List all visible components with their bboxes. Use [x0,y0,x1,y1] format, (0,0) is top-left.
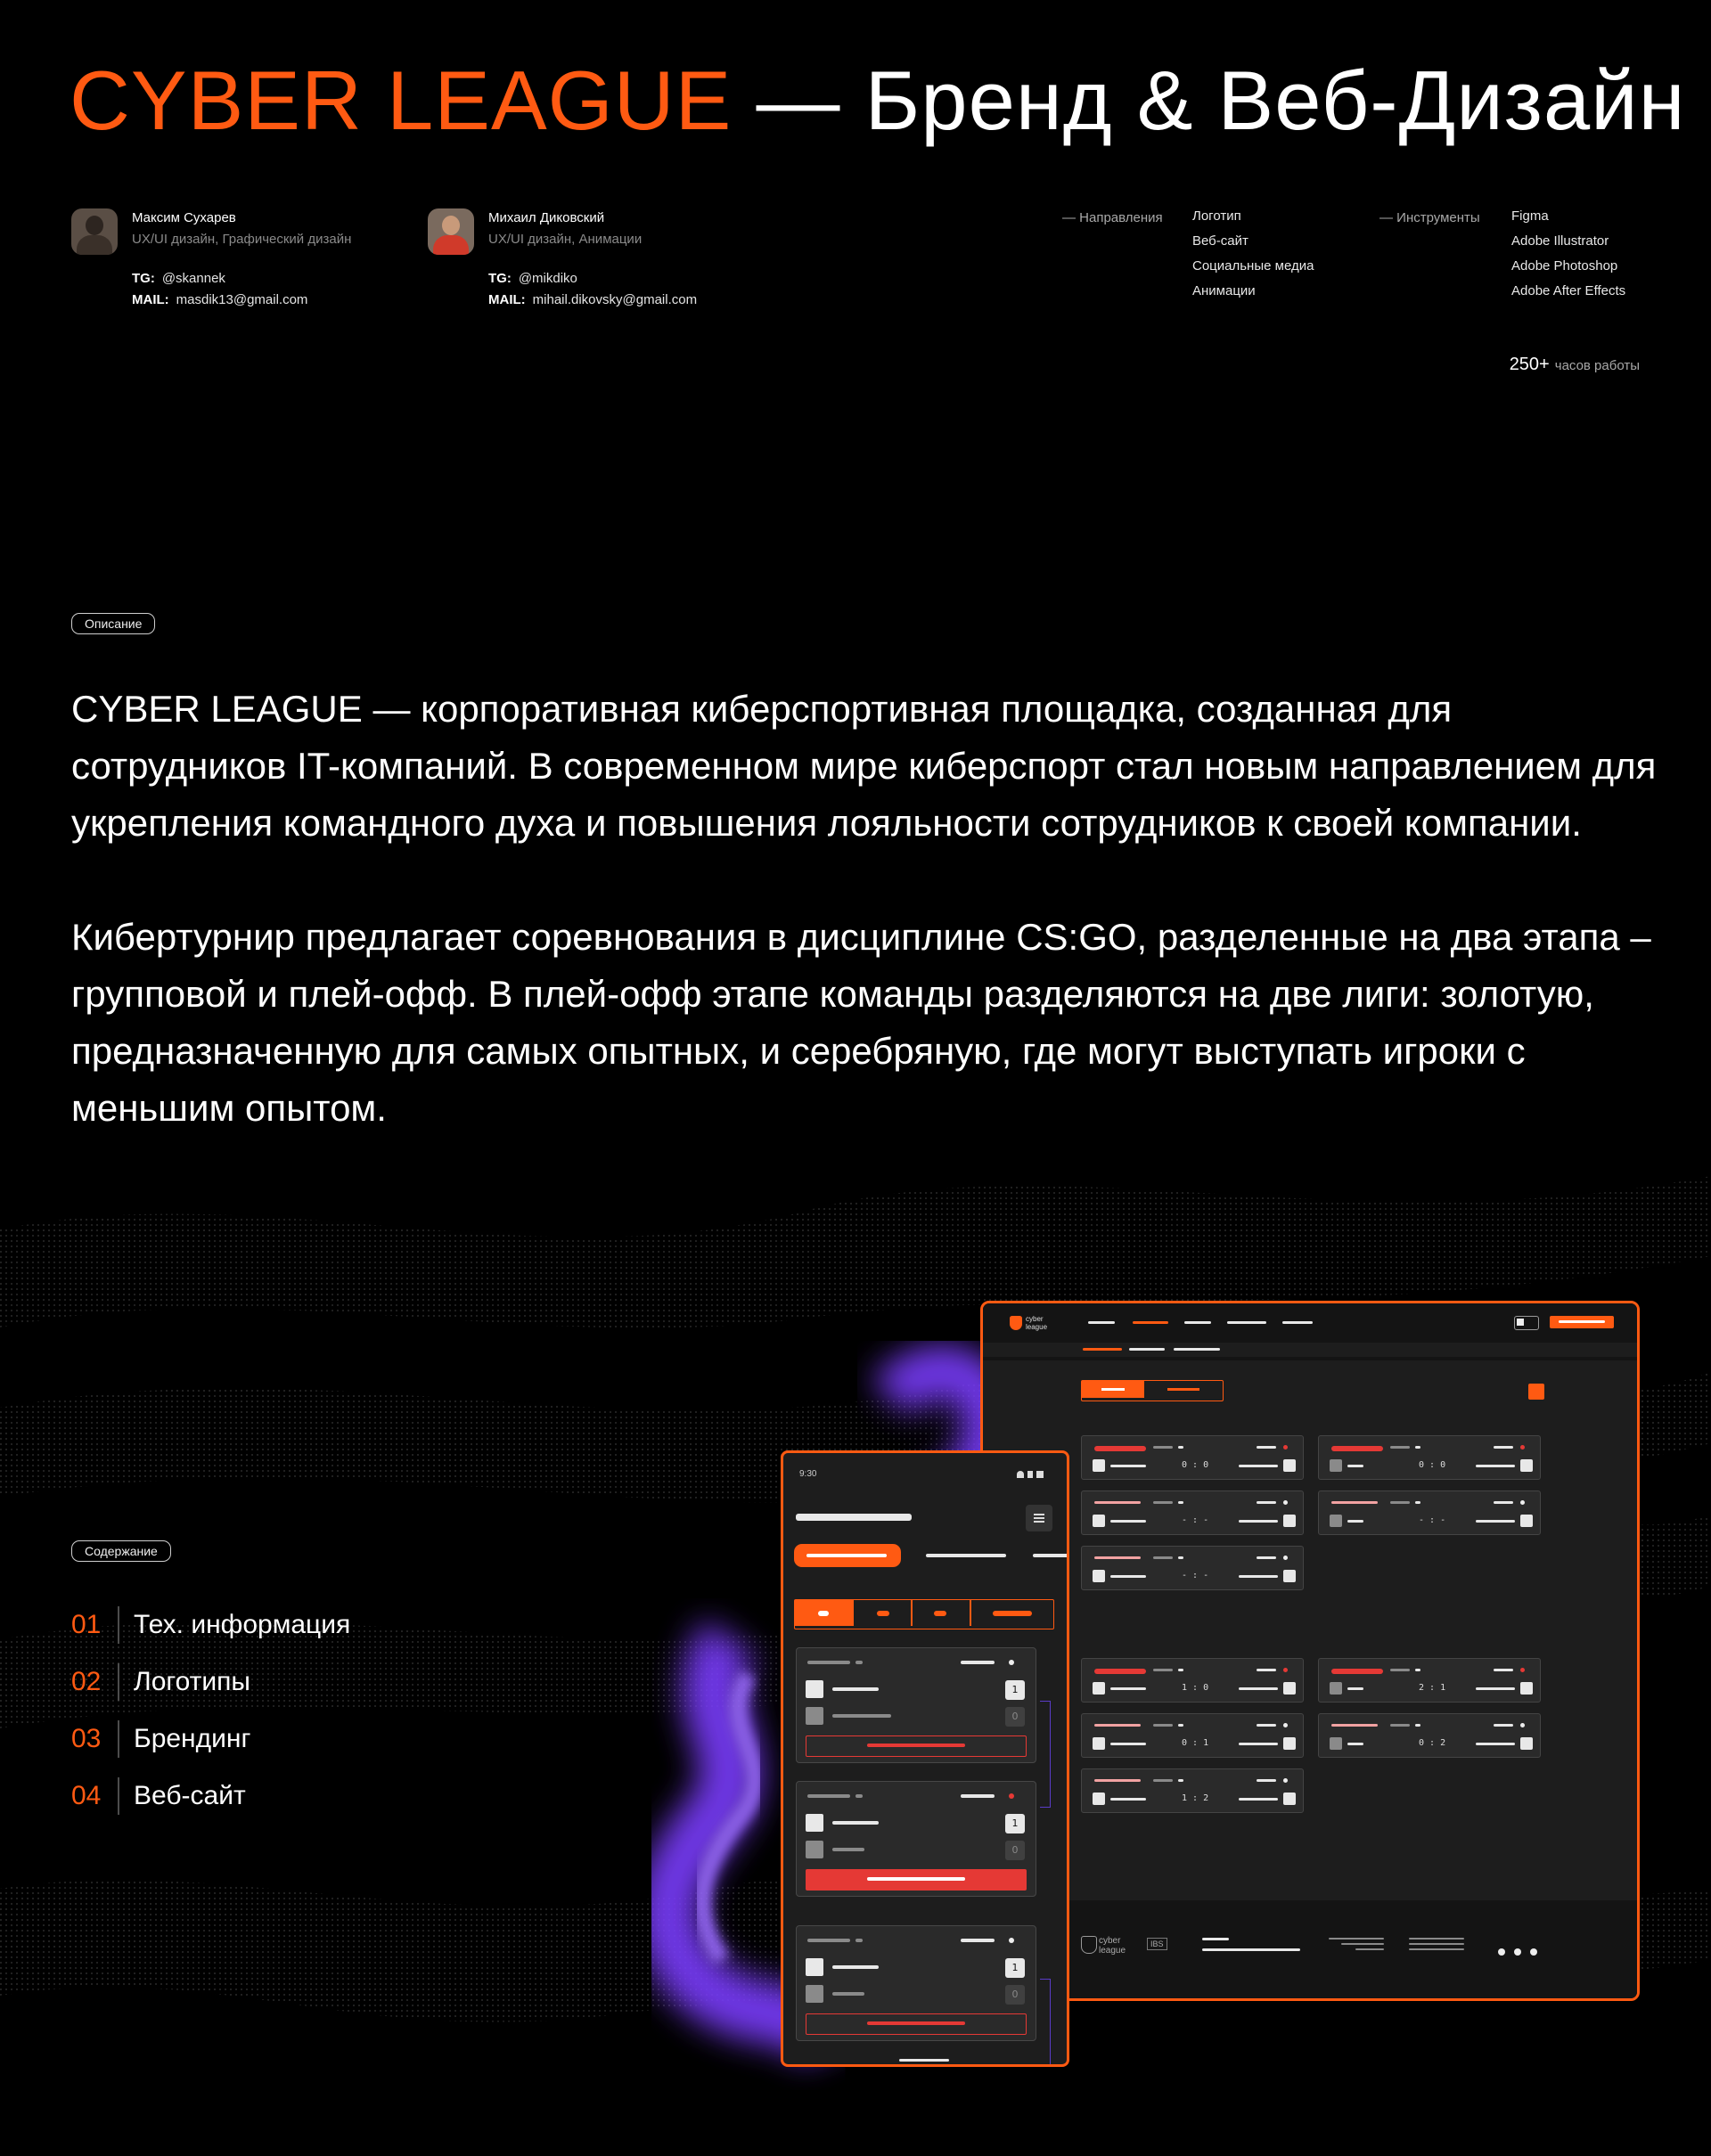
toc-item[interactable]: 02 Логотипы [71,1654,350,1711]
score-box: 0 [1005,1985,1025,2005]
match-card[interactable] [1081,1768,1304,1813]
match-score: - : - [1419,1515,1446,1525]
description-text [71,681,1658,1194]
author-name: Михаил Диковский [488,210,605,225]
tool-item: Adobe After Effects [1511,283,1626,298]
toc-item[interactable]: 01 Тех. информация [71,1597,350,1654]
score-box: 1 [1005,1958,1025,1978]
direction-item: Логотип [1192,208,1241,224]
direction-item: Социальные медиа [1192,258,1314,274]
author-email[interactable]: MAIL: masdik13@gmail.com [132,292,308,307]
partner-logo: IBS [1147,1938,1167,1950]
login-button[interactable] [1550,1316,1614,1328]
toc-item[interactable]: 04 Веб-сайт [71,1768,350,1825]
social-icon[interactable] [1514,1948,1521,1956]
avatar [428,208,474,255]
footer-shield-icon [1081,1936,1097,1954]
social-icon[interactable] [1530,1948,1537,1956]
logo-shield-icon [1010,1316,1022,1330]
bracket-line [1040,1979,1051,2067]
menu-icon[interactable] [1026,1505,1052,1531]
bracket-line [1040,1701,1051,1808]
match-card[interactable] [1318,1490,1541,1535]
match-card[interactable] [1081,1435,1304,1480]
author-role: UX/UI дизайн, Графический дизайн [132,232,352,247]
match-card[interactable] [1318,1713,1541,1758]
directions-label: — Направления [1062,210,1163,225]
score-box: 1 [1005,1814,1025,1833]
author-telegram[interactable]: TG: @skannek [132,271,225,286]
author-role: UX/UI дизайн, Анимации [488,232,643,247]
status-time: 9:30 [799,1469,817,1479]
hours-label: часов работы [1554,358,1640,373]
battery-icon [1036,1471,1044,1478]
match-card[interactable] [1081,1546,1304,1590]
score-box: 0 [1005,1841,1025,1860]
directions-list [1192,204,1314,304]
social-icon[interactable] [1498,1948,1505,1956]
table-of-contents [71,1597,350,1825]
match-score: 0 : 2 [1419,1738,1446,1748]
match-score: - : - [1182,1571,1209,1580]
match-card[interactable] [1318,1435,1541,1480]
avatar [71,208,118,255]
match-score: 0 : 1 [1182,1738,1209,1748]
match-card[interactable] [1081,1658,1304,1703]
desktop-logo: cyber league [1026,1315,1048,1331]
title-subtitle: — Бренд & Веб-Дизайн [756,53,1686,147]
toc-item[interactable]: 03 Брендинг [71,1711,350,1768]
brand-name: CYBER LEAGUE [70,53,733,147]
tab-active[interactable] [794,1544,901,1567]
author-email[interactable]: MAIL: mihail.dikovsky@gmail.com [488,292,698,307]
tool-item: Adobe Illustrator [1511,233,1609,249]
hours-stat [1510,355,1640,375]
match-score: 2 : 1 [1419,1683,1446,1693]
match-card[interactable] [1081,1490,1304,1535]
description-paragraph: Кибертурнир предлагает соревнования в дисциплине CS:GO, разделенные на два этапа – групповой и плей-офф. В плей-офф этапе команды разделяются на две лиги: золотую, предназначенную для самых опытных, и серебряную, где могут выступать игроки с меньшим опытом. [71,916,1651,1129]
match-score: 0 : 0 [1419,1460,1446,1470]
author-telegram[interactable]: TG: @mikdiko [488,271,577,286]
direction-item: Анимации [1192,283,1256,298]
phone-match-card[interactable] [796,1647,1036,1763]
score-box: 0 [1005,1707,1025,1727]
footer-logo: cyber league [1099,1936,1126,1956]
tool-item: Figma [1511,208,1549,224]
match-score: 1 : 0 [1182,1683,1209,1693]
phone-match-card[interactable] [796,1925,1036,2041]
phone-mockup [781,1450,1069,2067]
desktop-mockup [980,1301,1640,2001]
match-score: 1 : 2 [1182,1793,1209,1803]
league-tabs[interactable] [1081,1380,1224,1401]
hours-value: 250+ [1509,355,1550,374]
signal-icon [1027,1471,1033,1478]
tools-label: — Инструменты [1379,210,1480,225]
description-paragraph: CYBER LEAGUE — корпоративная киберспортивная площадка, созданная для сотрудников IT-компаний. В современном мире киберспорт стал новым направлением для укрепления командного духа и повышения лояльности сотрудников к своей компании. [71,688,1657,844]
match-card[interactable] [1081,1713,1304,1758]
stage-tabs[interactable] [794,1599,1054,1629]
author-name: Максим Сухарев [132,210,236,225]
toc-tag: Содержание [71,1540,171,1562]
wifi-icon [1017,1471,1024,1478]
description-tag: Описание [71,613,155,634]
page-title [70,53,1686,147]
direction-item: Веб-сайт [1192,233,1248,249]
theme-toggle[interactable] [1514,1316,1539,1330]
match-score: - : - [1182,1515,1209,1525]
tool-item: Adobe Photoshop [1511,258,1618,274]
score-box: 1 [1005,1680,1025,1700]
match-score: 0 : 0 [1182,1460,1209,1470]
tools-list [1511,204,1625,304]
phone-match-card[interactable] [796,1781,1036,1897]
filter-icon[interactable] [1528,1384,1544,1400]
match-card[interactable] [1318,1658,1541,1703]
